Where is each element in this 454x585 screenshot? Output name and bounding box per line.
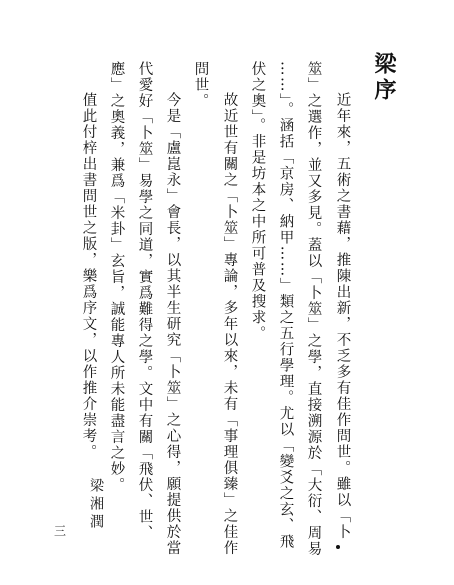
text-column-7: 今是「盧崑永」會長，以其半生研究「卜筮」之心得，願提供於當 — [164, 92, 181, 556]
text-column-3: ……」。涵括「京房、納甲……」類之五行學理。尤以「變爻之玄、飛 — [277, 61, 294, 550]
text-column-1: 近年來，五術之書藉，推陳出新，不乏多有佳作問世。雖以「卜 — [334, 92, 351, 540]
page-number: 三 — [54, 524, 67, 538]
text-column-2: 筮」之選作，並又多見。蓋以「卜筮」之學，直接溯源於「大衍、周易 — [305, 61, 322, 557]
text-column-8: 代愛好「卜筮」易學之同道，實爲難得之學。文中有關「飛伏、世、 — [136, 61, 153, 541]
preface-title: 梁序 — [371, 52, 396, 104]
ink-dot — [336, 545, 340, 549]
text-column-6: 問世。 — [192, 61, 209, 109]
text-column-10: 值此付梓出書問世之版，樂爲序文，以作推介崇考。 — [80, 92, 97, 460]
text-column-4: 伏之奧」。非是坊本之中所可普及搜求。 — [249, 61, 266, 342]
text-column-9: 應」之奧義，兼爲「米卦」玄旨，誠能專人所未能盡言之妙。 — [108, 61, 125, 493]
text-column-5: 故近世有關之「卜筮」專論，多年以來，未有「事理俱臻」之佳作 — [221, 92, 238, 556]
author-signature: 梁湘潤 — [88, 478, 104, 532]
